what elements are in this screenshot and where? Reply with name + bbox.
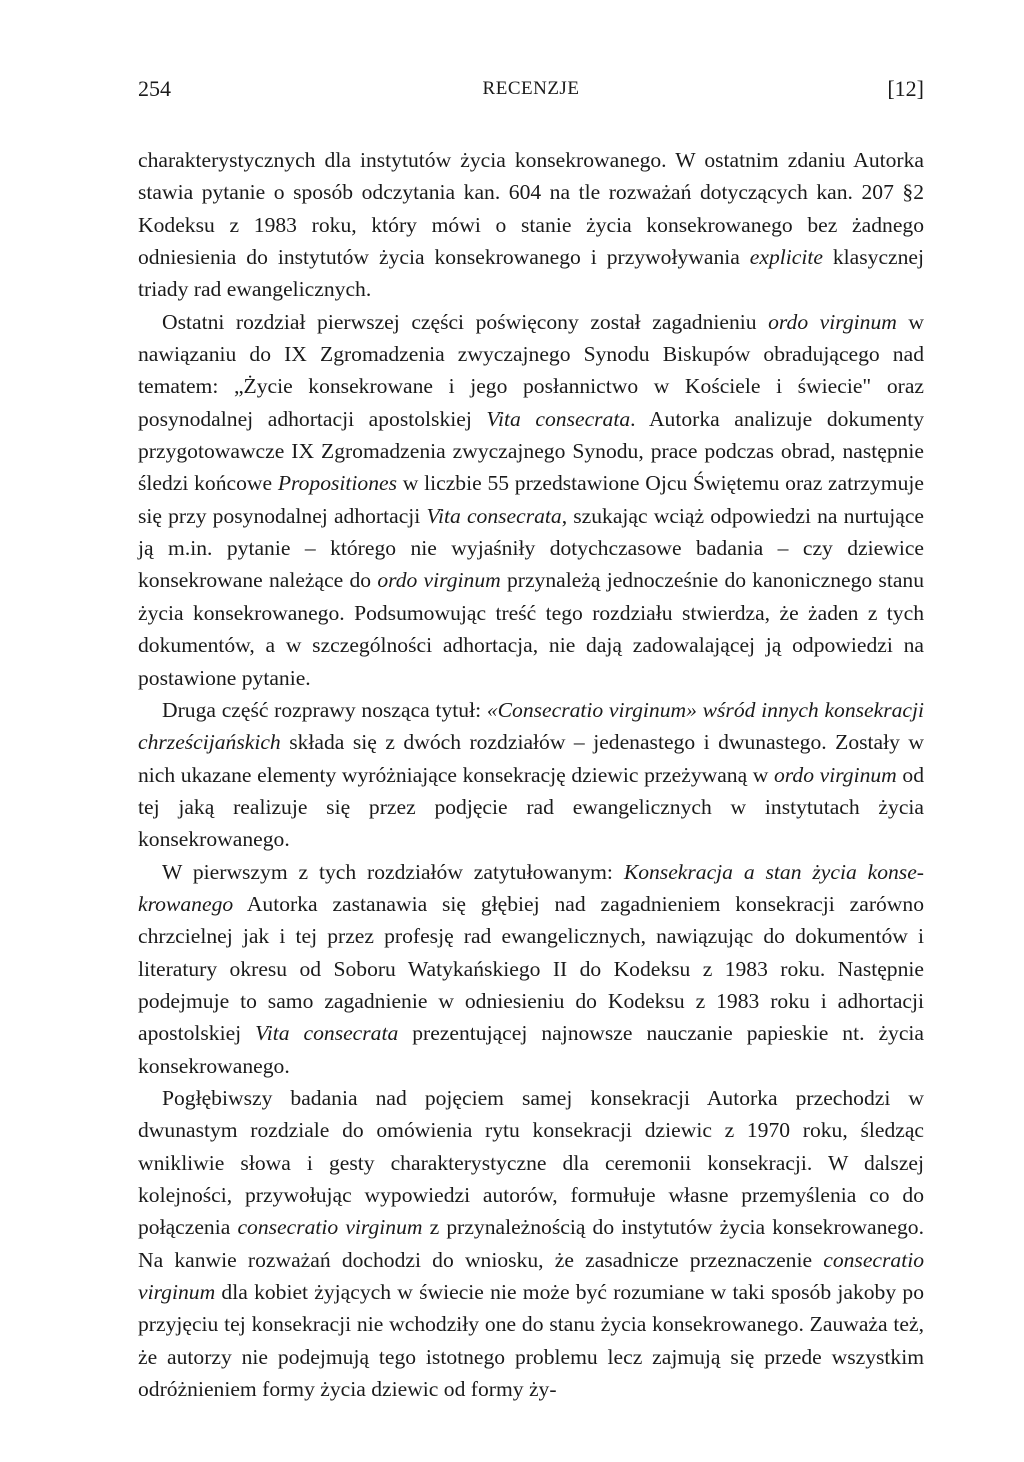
text-run: Druga część rozprawy nosząca tytuł:: [162, 697, 487, 722]
body-text: [138, 144, 924, 1405]
italic-text: Propositiones: [277, 471, 398, 496]
text-run: dla kobiet żyjących w świecie nie może być rozumiane w taki sposób jakoby po przyjęciu tej konsekracji nie wchodziły one do stanu życia konsekrowanego. Zauważa też, że autorzy nie podejmują tego istotnego problemu lecz zajmują się przede wszystkim odróżnieniem formy życia dziewic od formy ży-: [138, 1280, 924, 1402]
paragraph: [138, 856, 924, 1082]
italic-text: consecratio virginum: [237, 1215, 423, 1240]
text-run: z przynależnością do instytutów życia konsekrowanego. Na kanwie rozważań dochodzi do wniosku, że zasadnicze przeznaczenie: [138, 1215, 924, 1272]
italic-text: consecratio virginum: [138, 1247, 924, 1305]
italic-text: Konsekracja a stan życia konsekrowanego: [138, 859, 924, 916]
italic-text: ordo virginum: [774, 762, 897, 787]
text-run: w liczbie 55 przedstawione Ojcu Świętemu oraz zatrzymuje się przy posynodalnej adhortacji: [138, 471, 924, 528]
text-run: klasycznej triady rad ewangelicznych.: [138, 245, 925, 302]
issue-number: [12]: [887, 76, 924, 101]
text-run: od tej jaką realizuje się przez podjęcie rad ewangelicznych w instytutach życia konsekrowanego.: [138, 762, 924, 852]
text-run: przynależą jednocześnie do kanonicznego stanu życia konsekrowanego. Podsumowując treść tego rozdziału stwierdza, że żaden z tych dokumentów, a w szczególności adhortacja, nie dają zadowalającej ją odpowiedzi na postawione pytanie.: [138, 568, 924, 690]
page: [138, 72, 924, 1405]
italic-text: ordo virginum: [768, 309, 897, 334]
text-run: W pierwszym z tych rozdziałów zatytułowanym:: [162, 859, 624, 884]
italic-text: Vita consecrata: [426, 503, 562, 528]
text-run: . Autorka analizuje dokumenty przygotowawcze IX Zgromadzenia zwyczajnego Synodu, prace podczas obrad, następnie śledzi końcowe: [138, 406, 924, 496]
text-run: składa się z dwóch rozdziałów – jedenastego i dwunastego. Zostały w nich ukazane elementy wyróżniające konsekrację dziewic przeżywaną w: [138, 730, 924, 787]
paragraph: [138, 694, 924, 856]
paragraph: [138, 306, 924, 694]
paragraph: [138, 1082, 924, 1405]
running-head: [138, 72, 924, 106]
text-run: Ostatni rozdział pierwszej części poświęcony został zagadnieniu: [162, 309, 769, 334]
text-run: Pogłębiwszy badania nad pojęciem samej konsekracji Autorka przechodzi w dwunastym rozdziale do omówienia rytu konsekracji dziewic z 1970 roku, śledząc wnikliwie słowa i gesty charakterystyczne dla ceremonii konsekracji. W dalszej kolejności, przywołując wypowiedzi autorów, formułuje własne przemyślenia co do połączenia: [138, 1085, 924, 1240]
italic-text: Vita consecrata: [486, 406, 631, 431]
text-run: charakterystycznych dla instytutów życia konsekrowanego. W ostatnim zdaniu Autorka stawia pytanie o sposób odczytania kan. 604 na tle rozważań dotyczących kan. 207 §2 Kodeksu z 1983 roku, który mówi o stanie życia konsekrowanego bez żadnego odniesienia do instytutów życia konsekrowanego i przywoływania: [138, 148, 924, 270]
italic-text: Vita consecrata: [255, 1021, 399, 1046]
text-run: , szukając wciąż odpowiedzi na nurtujące ją m.in. pytanie – którego nie wyjaśniły dotychczasowe badania – czy dziewice konsekrowane należące do: [138, 503, 924, 593]
paragraph: [138, 144, 924, 306]
text-run: Autorka zastanawia się głębiej nad zagadnieniem konsekracji zarówno chrzcielnej jak i tej przez profesję rad ewangelicznych, nawiązując do dokumentów i literatury okresu od Soboru Watykańskiego II do Kodeksu z 1983 roku. Następnie podejmuje to samo zagadnienie w odniesieniu do Kodeksu z 1983 roku i adhortacji apostolskiej: [138, 891, 924, 1046]
text-run: w nawiązaniu do IX Zgromadzenia zwyczajnego Synodu Biskupów obradującego nad tematem: „Życie konsekrowane i jego posłannictwo w Kościele i świecie" oraz posynodalnej adhortacji apostolskiej: [138, 309, 924, 431]
section-title: RECENZJE: [482, 78, 580, 99]
italic-text: explicite: [749, 245, 823, 270]
italic-text: ordo virginum: [377, 568, 501, 593]
text-run: prezentującej najnowsze nauczanie papieskie nt. życia konsekrowanego.: [138, 1021, 925, 1078]
page-number: 254: [138, 76, 171, 101]
italic-text: «Consecratio virginum» wśród innych konsekracji chrześcijańskich: [138, 697, 924, 755]
